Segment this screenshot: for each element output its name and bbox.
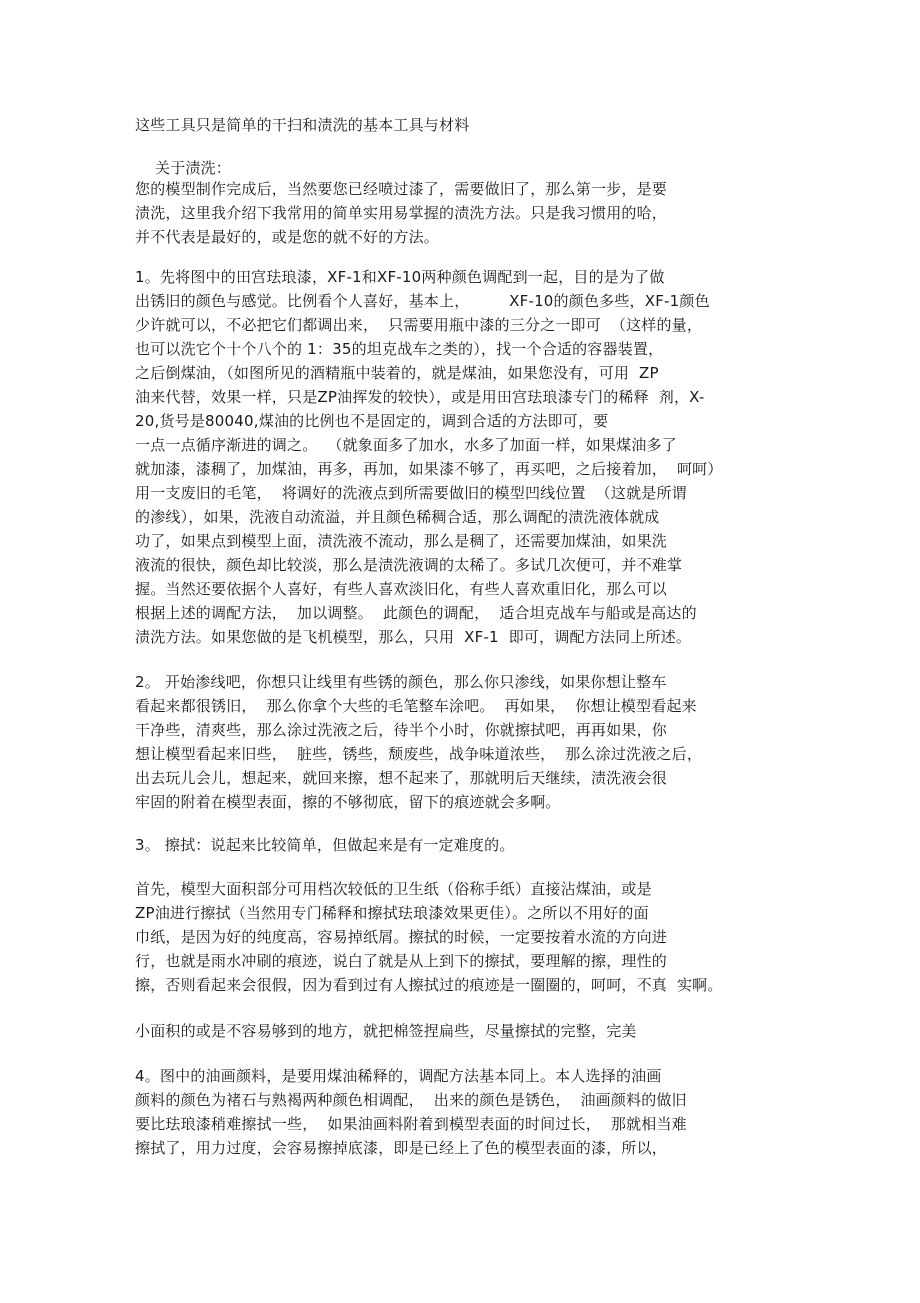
section4-line: 4。图中的油画颜料，是要用煤油稀释的，调配方法基本同上。本人选择的油画 xyxy=(135,1067,662,1085)
paragraph-line: 并不代表是最好的，或是您的就不好的方法。 xyxy=(135,228,440,246)
paragraph-line: 您的模型制作完成后，当然要您已经喷过漆了，需要做旧了，那么第一步，是要 xyxy=(135,180,668,198)
section1-line: 功了，如果点到模型上面，渍洗液不流动，那么是稠了，还需要加煤油，如果洗 xyxy=(135,532,668,550)
section3-line: 行，也就是雨水冲刷的痕迹，说白了就是从上到下的擦拭，要理解的擦，理性的 xyxy=(135,952,668,970)
section3-line: 首先，模型大面积部分可用档次较低的卫生纸（俗称手纸）直接沾煤油，或是 xyxy=(135,880,652,898)
section1-line: 一点一点循序渐进的调之。 （就象面多了加水，水多了加面一样，如果煤油多了 xyxy=(135,436,677,454)
about-washing-title: 关于渍洗： xyxy=(155,159,232,177)
section1-line: 之后倒煤油，（如图所见的酒精瓶中装着的，就是煤油，如果您没有，可用 ZP xyxy=(135,364,659,382)
section4-line: 要比珐琅漆稍难擦拭一些， 如果油画料附着到模型表面的时间过长， 那就相当难 xyxy=(135,1115,687,1133)
section2-line: 看起来都很锈旧， 那么你拿个大些的毛笔整车涂吧。 再如果， 你想让模型看起来 xyxy=(135,697,697,715)
section1-line: 出锈旧的颜色与感觉。比例看个人喜好，基本上， XF-10的颜色多些，XF-1颜色 xyxy=(135,292,710,310)
section1-line: 渍洗方法。如果您做的是飞机模型，那么，只用 XF-1 即可，调配方法同上所述。 xyxy=(135,628,692,646)
section3-line: 擦，否则看起来会很假，因为看到过有人擦拭过的痕迹是一圈圈的，呵呵，不真 实啊。 xyxy=(135,976,723,994)
section4-line: 颜料的颜色为褚石与熟褐两种颜色相调配， 出来的颜色是锈色， 油画颜料的做旧 xyxy=(135,1091,687,1109)
section1-line: 的渗线），如果，洗液自动流溢，并且颜色稀稠合适，那么调配的渍洗液体就成 xyxy=(135,508,660,526)
section1-line: 少许就可以，不必把它们都调出来， 只需要用瓶中漆的三分之一即可 （这样的量， xyxy=(135,316,703,334)
section1-line: 用一支废旧的毛笔， 将调好的洗液点到所需要做旧的模型凹线位置 （这就是所谓 xyxy=(135,484,687,502)
section2-line: 出去玩儿会儿，想起来，就回来擦，想不起来了，那就明后天继续，渍洗液会很 xyxy=(135,769,668,787)
section3-intro: 3。 擦拭：说起来比较简单，但做起来是有一定难度的。 xyxy=(135,836,515,854)
section1-line: 液流的很快，颜色却比较淡，那么是渍洗液调的太稀了。多试几次便可，并不难掌 xyxy=(135,556,683,574)
section2-line: 想让模型看起来旧些， 脏些，锈些，颓废些，战争味道浓些， 那么涂过洗液之后， xyxy=(135,745,703,763)
section1-line: 也可以洗它个十个八个的 1：35的坦克战车之类的），找一个合适的容器装置， xyxy=(135,340,664,358)
section2-line: 2。 开始渗线吧，你想只让线里有些锈的颜色，那么你只渗线，如果你想让整车 xyxy=(135,673,667,691)
section3-line: 巾纸，是因为好的纯度高，容易掉纸屑。擦拭的时候，一定要按着水流的方向进 xyxy=(135,928,668,946)
section1-line: 油来代替，效果一样，只是ZP油挥发的较快），或是用田宫珐琅漆专门的稀释 剂，X- xyxy=(135,388,705,406)
section4-line: 擦拭了，用力过度，会容易擦掉底漆，即是已经上了色的模型表面的漆，所以， xyxy=(135,1139,668,1157)
paragraph-line: 渍洗，这里我介绍下我常用的简单实用易掌握的渍洗方法。只是我习惯用的哈， xyxy=(135,204,668,222)
section1-line: 20,货号是80040,煤油的比例也不是固定的，调到合适的方法即可，要 xyxy=(135,412,609,430)
section3-line: ZP油进行擦拭（当然用专门稀释和擦拭珐琅漆效果更佳）。之所以不用好的面 xyxy=(135,904,649,922)
section1-line: 就加漆，漆稠了，加煤油，再多，再加，如果漆不够了，再买吧，之后接着加， 呵呵） xyxy=(135,460,723,478)
section2-line: 干净些，清爽些，那么涂过洗液之后，待半个小时，你就擦拭吧，再再如果，你 xyxy=(135,721,668,739)
section1-line: 根据上述的调配方法， 加以调整。 此颜色的调配， 适合坦克战车与船或是高达的 xyxy=(135,604,697,622)
document-heading: 这些工具只是简单的干扫和渍洗的基本工具与材料 xyxy=(135,116,470,134)
section2-line: 牢固的附着在模型表面，擦的不够彻底，留下的痕迹就会多啊。 xyxy=(135,793,561,811)
section1-line: 1。先将图中的田宫珐琅漆，XF-1和XF-10两种颜色调配到一起，目的是为了做 xyxy=(135,268,665,286)
section3-small-area: 小面积的或是不容易够到的地方，就把棉签捏扁些，尽量擦拭的完整，完美 xyxy=(135,1022,637,1040)
section1-line: 握。当然还要依据个人喜好，有些人喜欢淡旧化，有些人喜欢重旧化，那么可以 xyxy=(135,580,668,598)
